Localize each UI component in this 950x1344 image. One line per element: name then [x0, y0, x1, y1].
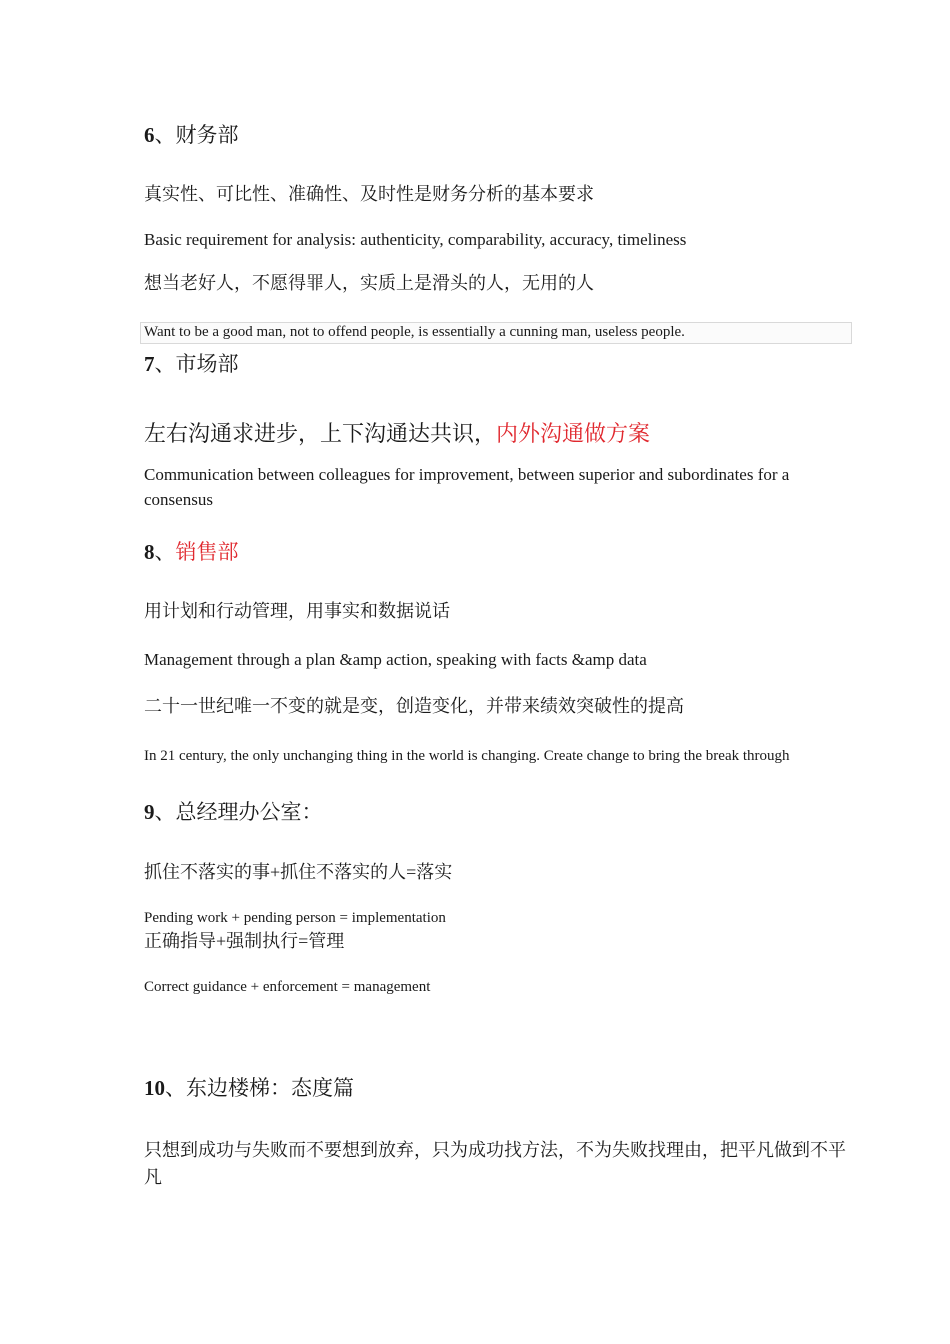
paragraph-en: Correct guidance + enforcement = management: [144, 979, 431, 995]
section-number: 7: [144, 352, 155, 376]
section-number: 6: [144, 123, 155, 147]
section-number: 9: [144, 800, 155, 824]
paragraph-zh: 想当老好人，不愿得罪人，实质上是滑头的人，无用的人: [144, 273, 594, 293]
slogan-highlight: 内外沟通做方案: [496, 421, 651, 446]
section-title: 、东边楼梯：态度篇: [165, 1076, 354, 1100]
heading-section-10: [144, 1078, 354, 1099]
section-title: 销售部: [175, 540, 239, 564]
section-title: 、财务部: [154, 123, 239, 147]
section-title: 、市场部: [154, 352, 239, 376]
paragraph-en: Communication between colleagues for improvement, between superior and subordinates for a consensus: [144, 465, 790, 509]
section-number: 8: [144, 540, 155, 564]
paragraph-zh: 只想到成功与失败而不要想到放弃，只为成功找方法，不为失败找理由，把平凡做到不平凡: [144, 1140, 846, 1187]
paragraph-zh: 真实性、可比性、准确性、及时性是财务分析的基本要求: [144, 184, 594, 204]
heading-section-8: [144, 542, 239, 563]
paragraph-zh: 正确指导+强制执行=管理: [144, 931, 345, 951]
heading-section-6: [144, 125, 239, 146]
paragraph-en: Pending work + pending person = implementation: [144, 910, 446, 926]
slogan-text: 左右沟通求进步，上下沟通达共识，: [144, 421, 497, 446]
heading-section-7: [144, 354, 239, 375]
heading-section-9: [144, 802, 323, 823]
paragraph-en: Want to be a good man, not to offend people, is essentially a cunning man, useless people.: [144, 324, 685, 340]
paragraph-en: Basic requirement for analysis: authenticity, comparability, accuracy, timeliness: [144, 230, 687, 249]
paragraph-zh: 用计划和行动管理，用事实和数据说话: [144, 601, 450, 621]
paragraph-en: In 21 century, the only unchanging thing in the world is changing. Create change to bring the break through: [144, 748, 790, 764]
paragraph-en: Management through a plan &amp action, speaking with facts &amp data: [144, 650, 647, 669]
section-separator: 、: [154, 540, 176, 564]
section-title: 、总经理办公室：: [154, 800, 323, 824]
paragraph-zh: 二十一世纪唯一不变的就是变，创造变化，并带来绩效突破性的提高: [144, 696, 684, 716]
paragraph-zh: 抓住不落实的事+抓住不落实的人=落实: [144, 862, 453, 882]
paragraph-zh: [144, 423, 650, 445]
section-number: 10: [144, 1076, 165, 1100]
